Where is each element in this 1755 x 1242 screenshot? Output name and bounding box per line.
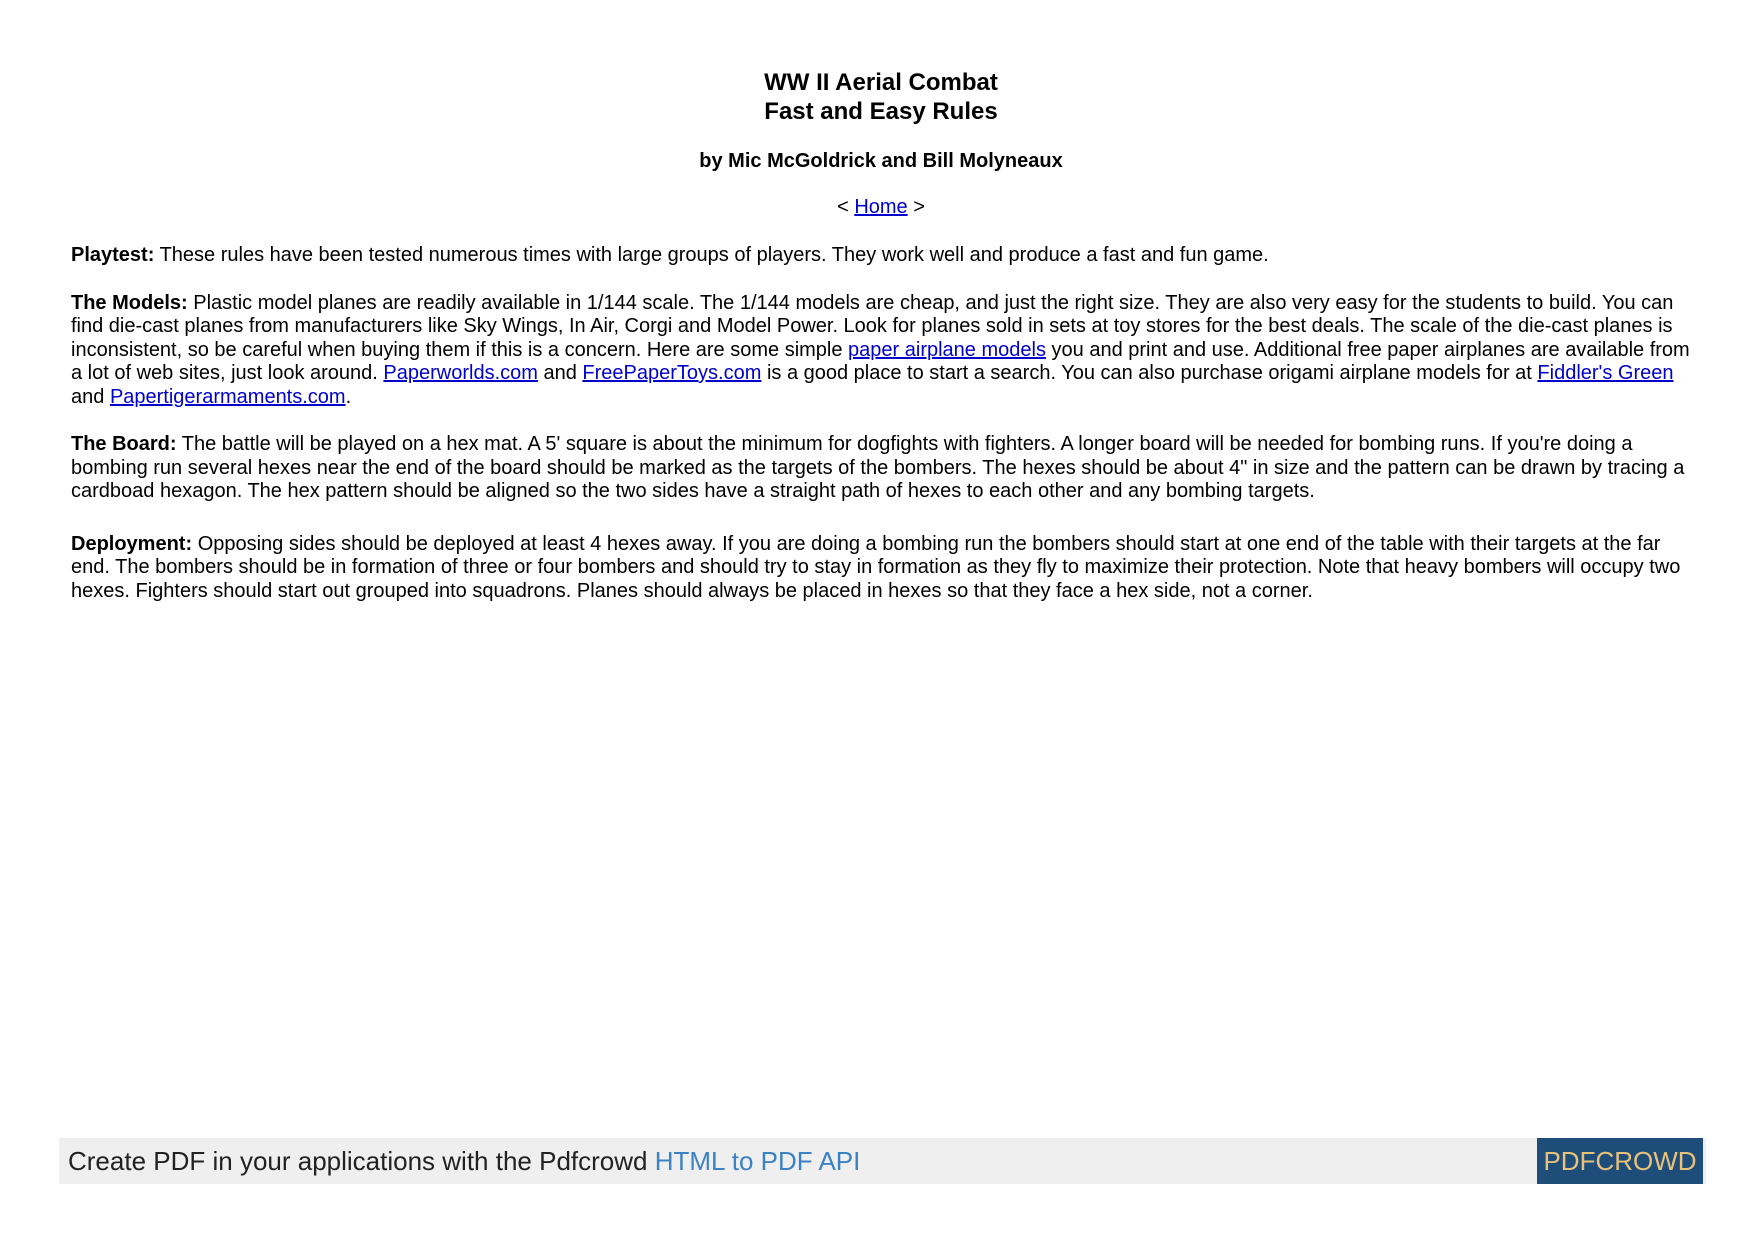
models-section xyxy=(71,292,1691,410)
paperworlds-link[interactable]: Paperworlds.com xyxy=(383,362,538,384)
models-heading: The Models: xyxy=(71,291,188,314)
board-text: The battle will be played on a hex mat. A 5' square is about the minimum for dogfights with fighters. A longer board will be needed for bombing runs. If you're doing a bombing run several hexes near the end of the board should be marked as the targets of the bombers. The hexes should be about 4" in size and the pattern can be drawn by tracing a cardboad hexagon. The hex pattern should be aligned so the two sides have a straight path of hexes to each other and any bombing targets. xyxy=(71,433,1685,502)
pdfcrowd-logo[interactable]: PDFCROWD xyxy=(1537,1138,1703,1184)
freepapertoys-link[interactable]: FreePaperToys.com xyxy=(582,362,762,384)
nav-prefix: < xyxy=(837,196,849,218)
document-page xyxy=(71,68,1691,603)
pdfcrowd-banner[interactable] xyxy=(59,1138,1706,1184)
models-and-2: and xyxy=(71,385,105,408)
html-to-pdf-api-link[interactable]: HTML to PDF API xyxy=(654,1146,861,1176)
author-byline: by Mic McGoldrick and Bill Molyneaux xyxy=(699,150,1063,172)
title-line-2: Fast and Easy Rules xyxy=(764,98,998,125)
board-section xyxy=(71,433,1691,504)
board-heading: The Board: xyxy=(71,433,177,455)
models-and-1: and xyxy=(543,362,577,384)
models-end: . xyxy=(345,385,352,408)
models-text-2: you and print and use. Additional free paper airplanes are available from a lot of web sites, just look around. xyxy=(71,338,1690,384)
banner-message: Create PDF in your applications with the Pdfcrowd xyxy=(68,1146,648,1176)
page-title xyxy=(71,68,1691,126)
paper-airplane-models-link[interactable]: paper airplane models xyxy=(848,338,1046,361)
papertigerarmaments-link[interactable]: Papertigerarmaments.com xyxy=(109,385,346,408)
playtest-heading: Playtest: xyxy=(71,244,155,266)
playtest-text: These rules have been tested numerous times with large groups of players. They work well and produce a fast and fun game. xyxy=(159,244,1269,266)
home-link[interactable]: Home xyxy=(854,196,908,218)
playtest-section xyxy=(71,244,1691,268)
banner-text xyxy=(68,1138,860,1184)
models-text-1: Plastic model planes are readily available in 1/144 scale. The 1/144 models are cheap, and just the right size. They are also very easy for the students to build. You can find die-cast planes from manufacturers like Sky Wings, In Air, Corgi and Model Power. Look for planes sold in sets at toy stores for the best deals. The scale of the die-cast planes is inconsistent, so be careful when buying them if this is a concern. Here are some simple xyxy=(71,291,1674,361)
home-nav xyxy=(71,195,1691,219)
deployment-text: Opposing sides should be deployed at least 4 hexes away. If you are doing a bombing run the bombers should start at one end of the table with their targets at the far end. The bombers should be in formation of three or four bombers and should try to stay in formation as they fly to maximize their protection. Note that heavy bombers will occupy two hexes. Fighters should start out grouped into squadrons. Planes should always be placed in hexes so that they face a hex side, not a corner. xyxy=(71,532,1681,602)
deployment-heading: Deployment: xyxy=(71,532,193,555)
models-text-3: is a good place to start a search. You can also purchase origami airplane models for at xyxy=(766,362,1532,384)
deployment-section xyxy=(71,533,1691,604)
nav-suffix: > xyxy=(913,196,925,218)
fiddlers-green-link[interactable]: Fiddler's Green xyxy=(1537,362,1674,384)
title-line-1: WW II Aerial Combat xyxy=(764,69,998,96)
